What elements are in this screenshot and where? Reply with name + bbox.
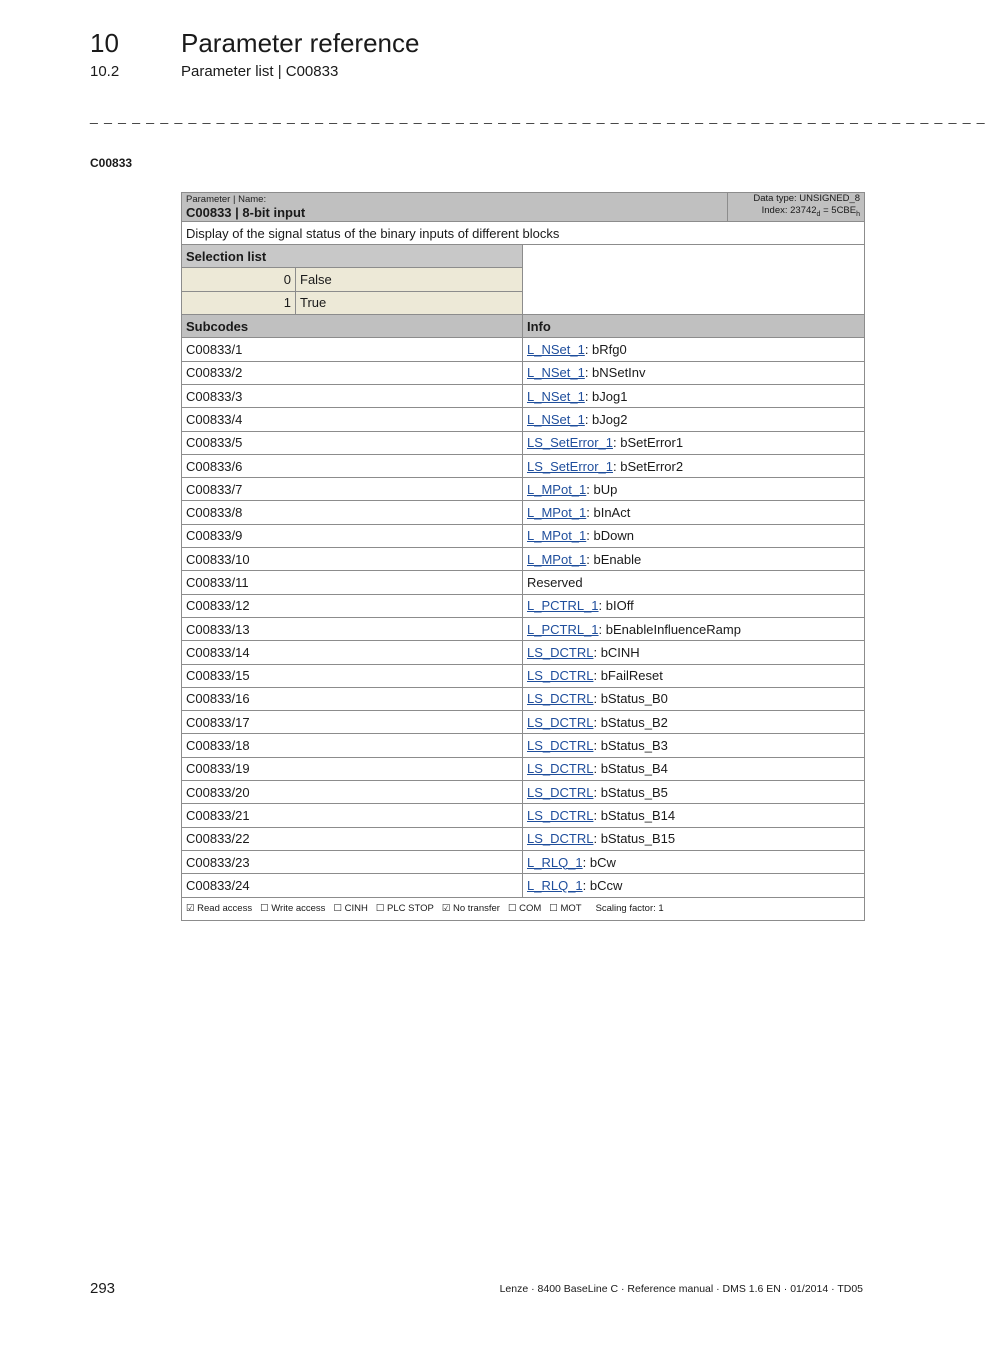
subcode-info	[523, 664, 865, 687]
subcode-code: C00833/13	[182, 617, 523, 640]
subcode-code: C00833/11	[182, 571, 523, 594]
subcode-code: C00833/18	[182, 734, 523, 757]
subcode-code: C00833/16	[182, 687, 523, 710]
function-block-link[interactable]: L_NSet_1	[527, 365, 585, 381]
subcode-code: C00833/1	[182, 338, 523, 361]
signal-name: : bInAct	[586, 505, 631, 521]
attribute-flag: ☐ MOT	[549, 903, 582, 915]
subcode-info	[523, 617, 865, 640]
subcode-info	[523, 408, 865, 431]
parameter-name-cell	[182, 193, 728, 222]
subcode-row	[182, 431, 865, 454]
function-block-link[interactable]: L_NSet_1	[527, 411, 585, 427]
chapter-number: 10	[90, 28, 119, 58]
signal-name: : bCw	[582, 854, 616, 870]
subcode-row	[182, 501, 865, 524]
signal-name: : bUp	[586, 481, 618, 497]
function-block-link[interactable]: L_RLQ_1	[527, 877, 583, 893]
function-block-link[interactable]: LS_DCTRL	[527, 714, 594, 730]
subcode-code: C00833/15	[182, 664, 523, 687]
subcode-info	[523, 804, 865, 827]
parameter-header-row	[182, 193, 865, 222]
parameter-index: Index: $23742_d = 5CBE_h$	[761, 205, 861, 218]
signal-name: : bStatus_B2	[593, 714, 668, 730]
signal-name: : bEnableInfluenceRamp	[598, 621, 741, 637]
subcode-info	[523, 524, 865, 547]
subcode-row	[182, 524, 865, 547]
subcode-row	[182, 804, 865, 827]
subcode-row	[182, 757, 865, 780]
subcode-code: C00833/20	[182, 781, 523, 804]
subcode-info	[523, 781, 865, 804]
subcode-row	[182, 384, 865, 407]
subcode-code: C00833/10	[182, 548, 523, 571]
subcode-row	[182, 664, 865, 687]
subcode-info	[523, 687, 865, 710]
subcode-info	[523, 827, 865, 850]
info-column-header: Info	[523, 315, 865, 338]
subcode-code: C00833/4	[182, 408, 523, 431]
subcode-info	[523, 734, 865, 757]
subcode-row	[182, 617, 865, 640]
signal-name: : bSetError1	[613, 435, 684, 451]
section-title: Parameter list | C00833	[181, 63, 339, 80]
selection-value: 0	[182, 268, 296, 291]
attribute-flag: ☐ Write access	[260, 903, 326, 915]
signal-name: : bFailReset	[593, 668, 663, 684]
function-block-link[interactable]: LS_DCTRL	[527, 807, 594, 823]
subcode-info	[523, 478, 865, 501]
subcode-row	[182, 571, 865, 594]
function-block-link[interactable]: L_NSet_1	[527, 342, 585, 358]
function-block-link[interactable]: LS_DCTRL	[527, 668, 594, 684]
signal-name: : bIOff	[598, 598, 634, 614]
data-type: Data type: UNSIGNED_8	[753, 193, 861, 204]
subcode-info	[523, 594, 865, 617]
section-number: 10.2	[90, 63, 120, 80]
attribute-flag: ☐ COM	[507, 903, 542, 915]
signal-name: Reserved	[527, 574, 583, 590]
parameter-attributes	[182, 897, 865, 920]
subcode-info	[523, 548, 865, 571]
section-heading: C00833	[90, 156, 133, 170]
subcode-info	[523, 571, 865, 594]
signal-name: : bRfg0	[584, 342, 627, 358]
signal-name: : bStatus_B0	[593, 691, 668, 707]
attribute-flag: Scaling factor: 1	[595, 903, 664, 915]
signal-name: : bJog2	[584, 411, 628, 427]
subcode-row	[182, 594, 865, 617]
signal-name: : bStatus_B4	[593, 761, 668, 777]
signal-name: : bNSetInv	[584, 365, 646, 381]
signal-name: : bDown	[586, 528, 634, 544]
function-block-link[interactable]: LS_DCTRL	[527, 831, 594, 847]
selection-list-heading: Selection list	[182, 245, 523, 268]
function-block-link[interactable]: LS_SetError_1	[527, 435, 613, 451]
attribute-flag: ☐ CINH	[333, 903, 368, 915]
subcode-code: C00833/14	[182, 641, 523, 664]
subcode-code: C00833/19	[182, 757, 523, 780]
subcode-info	[523, 431, 865, 454]
subcode-code: C00833/5	[182, 431, 523, 454]
header-separator: _ _ _ _ _ _ _ _ _ _ _ _ _ _ _ _ _ _ _ _ _ _ _ _ _ _ _ _ _ _ _ _ _ _ _ _ _ _ _ _ _ _ _ _ _ _ _ _ _ _ _ _ _ _ _ _ _ _ _ _ _ _ _ _	[90, 108, 986, 124]
subcode-code: C00833/17	[182, 711, 523, 734]
function-block-link[interactable]: LS_DCTRL	[527, 784, 594, 800]
document-footer: Lenze · 8400 BaseLine C · Reference manual · DMS 1.6 EN · 01/2014 · TD05	[499, 1283, 863, 1295]
parameter-label: Parameter | Name:	[186, 193, 267, 205]
subcode-row	[182, 687, 865, 710]
subcode-code: C00833/6	[182, 454, 523, 477]
attribute-flag: ☐ PLC STOP	[375, 903, 434, 915]
function-block-link[interactable]: L_MPot_1	[527, 481, 587, 497]
function-block-link[interactable]: L_PCTRL_1	[527, 598, 599, 614]
parameter-table	[181, 192, 865, 921]
subcode-row	[182, 454, 865, 477]
selection-text: True	[296, 291, 523, 314]
subcode-row	[182, 408, 865, 431]
subcode-info	[523, 757, 865, 780]
signal-name: : bStatus_B14	[593, 807, 676, 823]
subcode-row	[182, 734, 865, 757]
selection-value: 1	[182, 291, 296, 314]
subcode-row	[182, 361, 865, 384]
subcode-info	[523, 874, 865, 897]
subcode-code: C00833/23	[182, 850, 523, 873]
function-block-link[interactable]: L_MPot_1	[527, 505, 587, 521]
subcode-code: C00833/22	[182, 827, 523, 850]
subcode-info	[523, 641, 865, 664]
subcode-info	[523, 711, 865, 734]
signal-name: : bStatus_B3	[593, 738, 668, 754]
function-block-link[interactable]: L_RLQ_1	[527, 854, 583, 870]
subcode-code: C00833/21	[182, 804, 523, 827]
function-block-link[interactable]: LS_DCTRL	[527, 691, 594, 707]
parameter-description: Display of the signal status of the binary inputs of different blocks	[182, 221, 865, 244]
signal-name: : bCINH	[593, 644, 640, 660]
subcode-code: C00833/3	[182, 384, 523, 407]
subcode-row	[182, 850, 865, 873]
subcode-info	[523, 454, 865, 477]
subcode-row	[182, 338, 865, 361]
subcode-code: C00833/12	[182, 594, 523, 617]
subcode-info	[523, 850, 865, 873]
subcode-row	[182, 874, 865, 897]
subcode-code: C00833/8	[182, 501, 523, 524]
subcode-code: C00833/24	[182, 874, 523, 897]
function-block-link[interactable]: L_NSet_1	[527, 388, 585, 404]
subcode-code: C00833/2	[182, 361, 523, 384]
subcode-row	[182, 641, 865, 664]
signal-name: : bCcw	[582, 877, 623, 893]
subcodes-column-header: Subcodes	[182, 315, 523, 338]
subcode-row	[182, 478, 865, 501]
subcode-info	[523, 338, 865, 361]
subcode-row	[182, 711, 865, 734]
signal-name: : bSetError2	[613, 458, 684, 474]
function-block-link[interactable]: LS_DCTRL	[527, 644, 594, 660]
signal-name: : bStatus_B5	[593, 784, 668, 800]
parameter-type-cell	[728, 193, 865, 222]
subcode-code: C00833/7	[182, 478, 523, 501]
chapter-title: Parameter reference	[181, 28, 420, 58]
attribute-flag: ☑ Read access	[186, 903, 253, 915]
subcode-info	[523, 501, 865, 524]
function-block-link[interactable]: LS_SetError_1	[527, 458, 613, 474]
page-number: 293	[90, 1280, 116, 1297]
function-block-link[interactable]: L_MPot_1	[527, 551, 587, 567]
subcode-row	[182, 548, 865, 571]
subcode-info	[523, 361, 865, 384]
signal-name: : bStatus_B15	[593, 831, 676, 847]
signal-name: : bJog1	[584, 388, 628, 404]
function-block-link[interactable]: L_PCTRL_1	[527, 621, 599, 637]
subcode-code: C00833/9	[182, 524, 523, 547]
subcode-info	[523, 384, 865, 407]
parameter-name: C00833 | 8-bit input	[186, 204, 306, 220]
selection-list-blank	[523, 245, 865, 315]
subcode-row	[182, 781, 865, 804]
signal-name: : bEnable	[586, 551, 642, 567]
attribute-flag: ☑ No transfer	[441, 903, 500, 915]
subcode-row	[182, 827, 865, 850]
function-block-link[interactable]: LS_DCTRL	[527, 761, 594, 777]
selection-text: False	[296, 268, 523, 291]
function-block-link[interactable]: LS_DCTRL	[527, 738, 594, 754]
function-block-link[interactable]: L_MPot_1	[527, 528, 587, 544]
